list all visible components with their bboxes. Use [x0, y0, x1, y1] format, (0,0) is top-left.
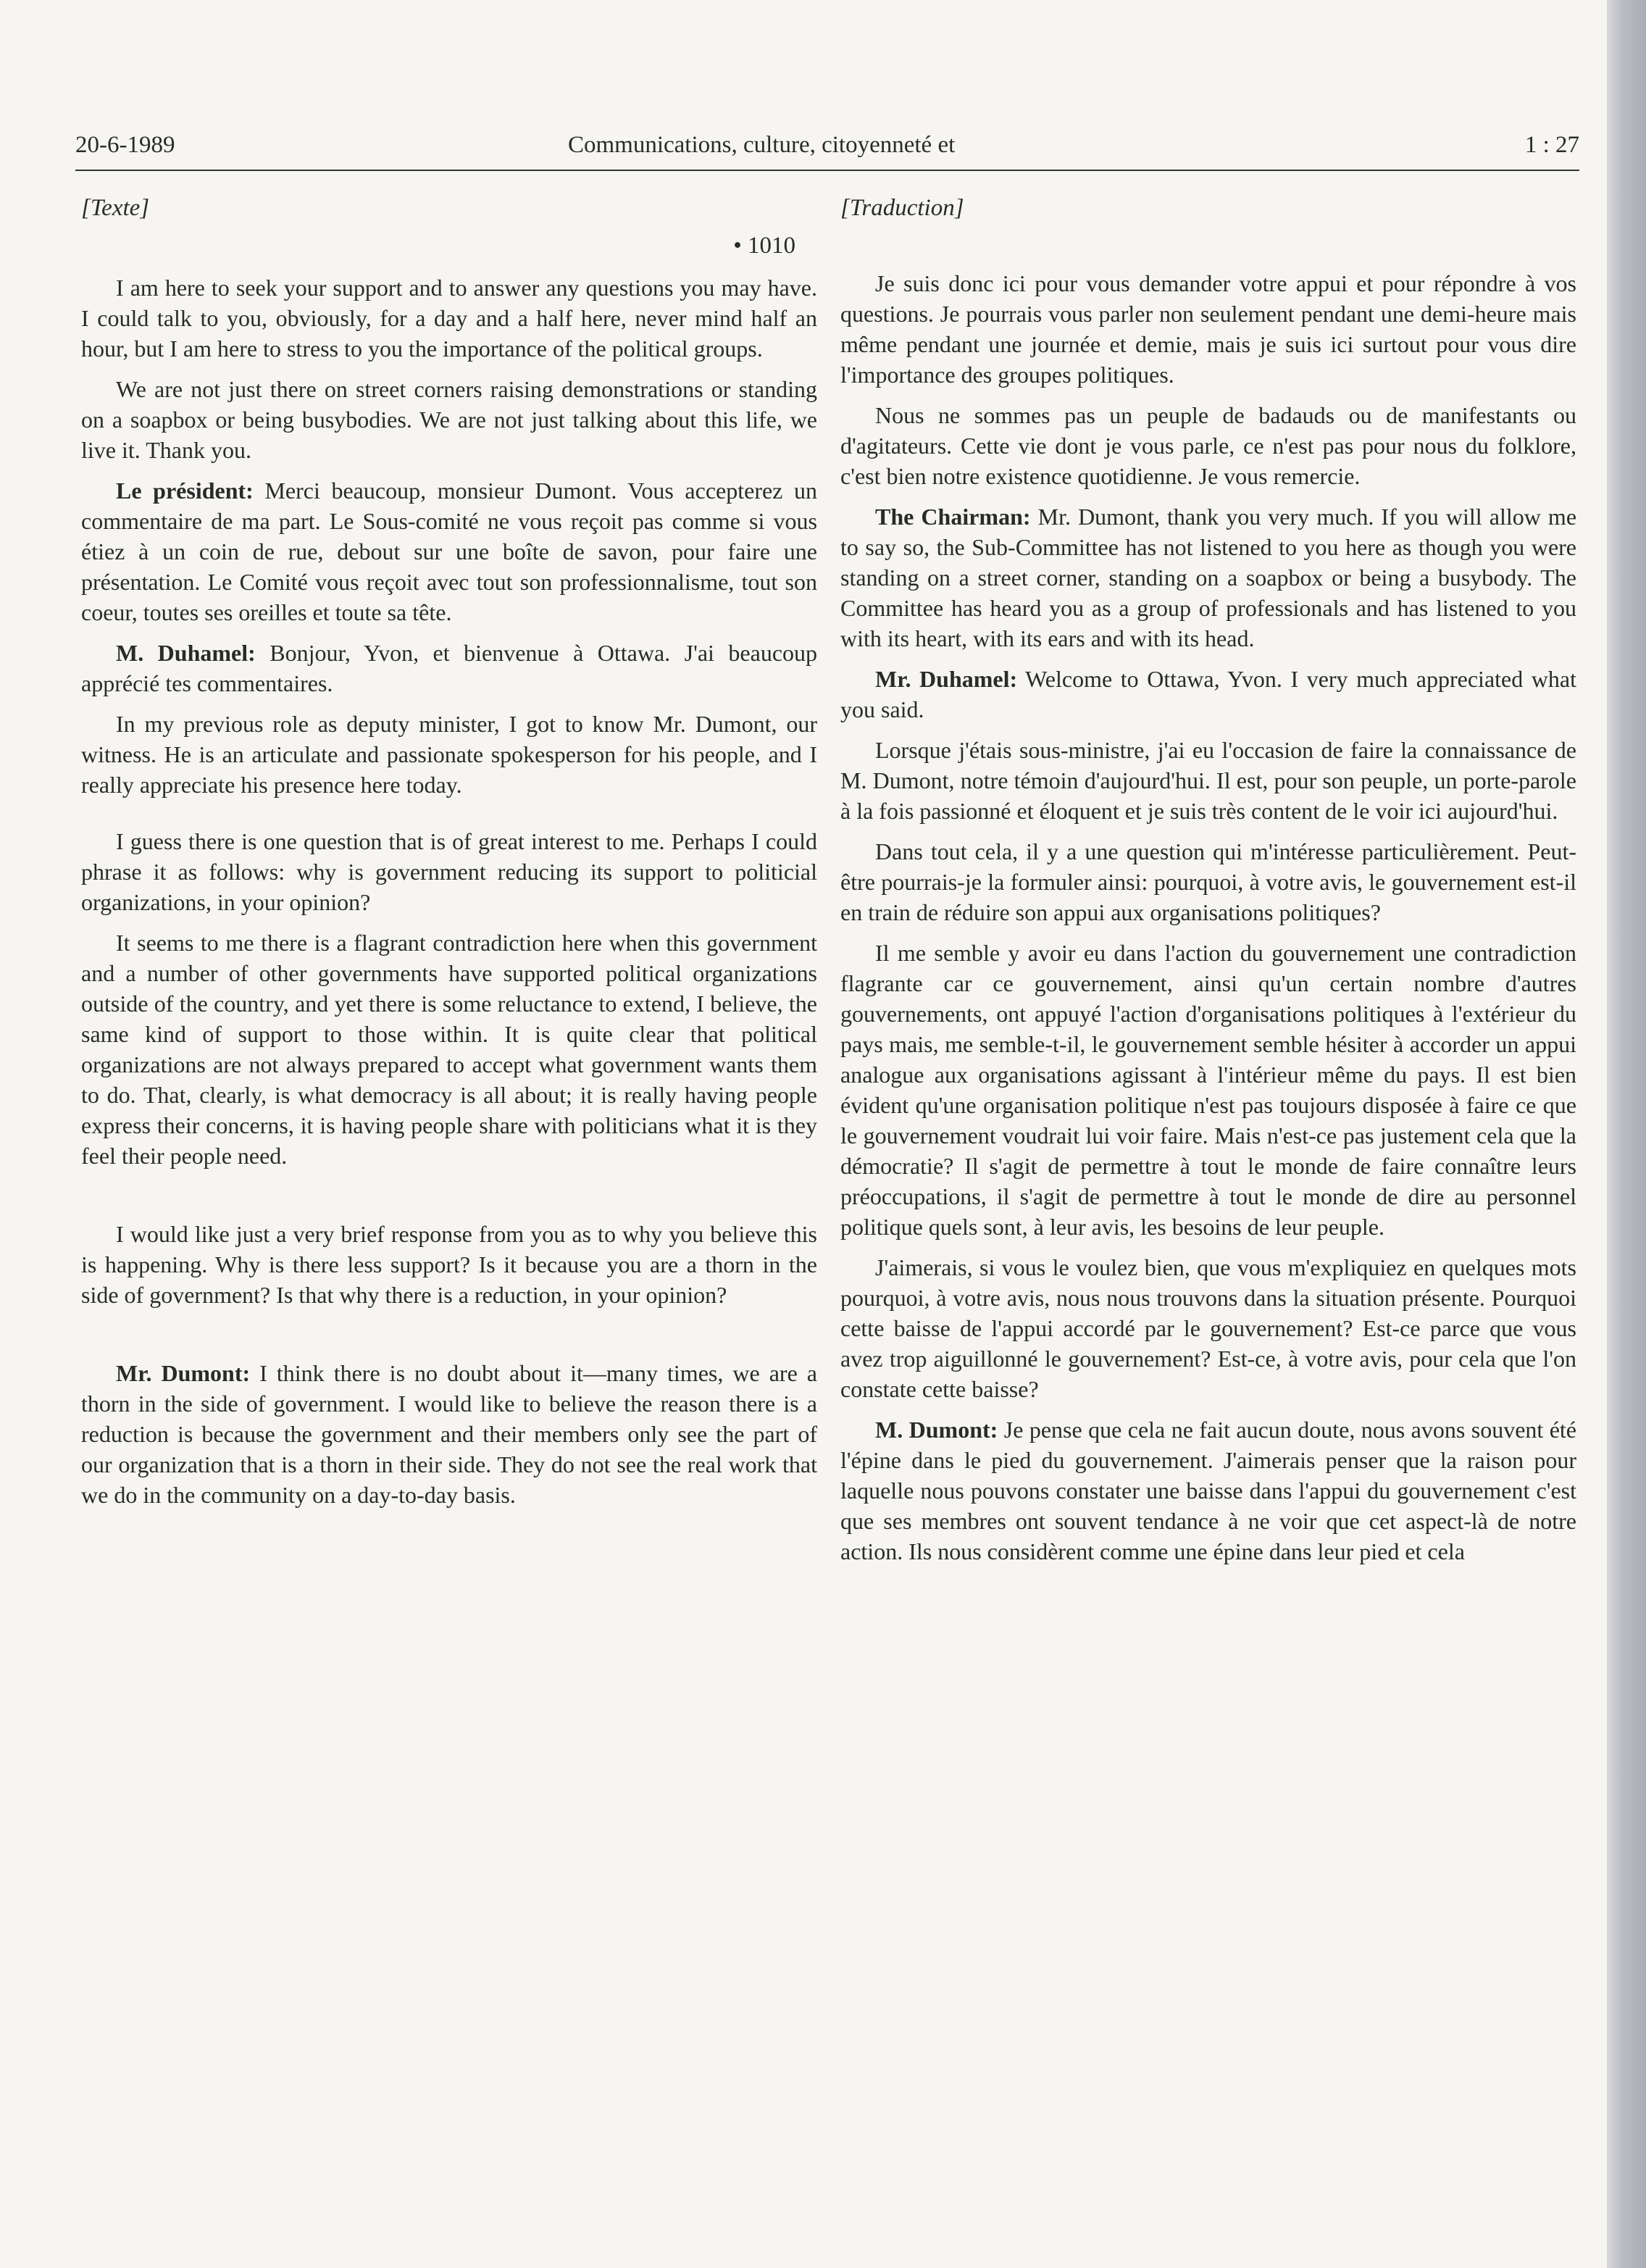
paragraph [840, 664, 1576, 725]
speaker-name: Le président: [116, 478, 254, 504]
paragraph-text: We are not just there on street corners raising demonstrations or standing on a soapbox or being busybodies. We are not just talking about this life, we live it. Thank you. [81, 376, 817, 463]
paragraph-text: Dans tout cela, il y a une question qui m'intéresse particulièrement. Peut-être pourrais-je la formuler ainsi: pourquoi, à votre avis, le gouvernement est-il en train de réduire son appui aux organisations politiques? [840, 838, 1576, 925]
header-date: 20-6-1989 [75, 132, 175, 158]
paragraph [81, 1358, 817, 1510]
header-rule [75, 170, 1579, 171]
paragraph [81, 272, 817, 364]
language-tag-traduction: [Traduction] [840, 195, 964, 221]
paragraph [840, 268, 1576, 390]
language-tag-texte: [Texte] [81, 195, 150, 221]
paragraph-text: Je pense que cela ne fait aucun doute, nous avons souvent été l'épine dans le pied du gouvernement. J'aimerais penser que la raison pour laquelle nous pouvons constater une baisse dans l'appui du gouvernement c'est que ses membres ont souvent tendance à ne voir que cet aspect-là de notre action. Ils nous considèrent comme une épine dans leur pied et cela [840, 1417, 1577, 1564]
paragraph-text: Bonjour, Yvon, et bienvenue à Ottawa. J'ai beaucoup apprécié tes commentaires. [81, 640, 818, 696]
paragraph [81, 927, 817, 1171]
paragraph-text: I think there is no doubt about it—many times, we are a thorn in the side of government. I would like to believe the reason there is a reduction is because the government and their members only see the part of our organization that is a thorn in their side. They do not see the real work that we do in the community on a day-to-day basis. [81, 1360, 818, 1508]
paragraph-text: Mr. Dumont, thank you very much. If you will allow me to say so, the Sub-Committee has not listened to you here as though you were standing on a street corner, standing on a soapbox or being a busybody. The Committee has heard you as a group of professionals and has listened to you with its heart, with its ears and with its head. [840, 504, 1577, 651]
paragraph-text: J'aimerais, si vous le voulez bien, que vous m'expliquiez en quelques mots pourquoi, à votre avis, nous nous trouvons dans la situation présente. Pourquoi cette baisse de l'appui accordé par le gouvernement? Est-ce parce que vous avez trop aiguillonné le gouvernement? Est-ce, à votre avis, pour cela que l'on constate cette baisse? [840, 1254, 1576, 1402]
paragraph-text: Il me semble y avoir eu dans l'action du gouvernement une contradiction flagrante car ce gouvernement, ainsi qu'un certain nombre d'autres gouvernements, ont appuyé l'action d'organisations politiques à l'extérieur du pays mais, me semble-t-il, le gouvernement semble hésiter à accorder un appui analogue aux organisations agissant à l'intérieur même du pays. Il est bien évident qu'une organisation politique n'est pas toujours disposée à faire ce que le gouvernement voudrait lui voir faire. Mais n'est-ce pas justement cela que la démocratie? Il s'agit de permettre à tout le monde de faire connaître leurs préoccupations, il s'agit de permettre à tout le monde de dire au personnel politique quels sont, à leur avis, les besoins de leur peuple. [840, 940, 1576, 1240]
paragraph-text: Nous ne sommes pas un peuple de badauds ou de manifestants ou d'agitateurs. Cette vie dont je vous parle, ce n'est pas pour nous du folklore, c'est bien notre existence quotidienne. Je vous remercie. [840, 402, 1576, 489]
speaker-name: The Chairman: [875, 504, 1031, 530]
paragraph [81, 826, 817, 917]
paragraph [81, 709, 817, 800]
paragraph-text: Merci beaucoup, monsieur Dumont. Vous accepterez un commentaire de ma part. Le Sous-comité ne vous reçoit pas comme si vous étiez à un coin de rue, debout sur une boîte de savon, pour faire une présentation. Le Comité vous reçoit avec tout son professionnalisme, tout son coeur, toutes ses oreilles et toute sa tête. [81, 478, 818, 625]
page-edge-shadow [1607, 0, 1646, 2268]
paragraph [840, 400, 1576, 491]
paragraph-text: Lorsque j'étais sous-ministre, j'ai eu l'occasion de faire la connaissance de M. Dumont, notre témoin d'aujourd'hui. Il est, pour son peuple, un porte-parole à la fois passionné et éloquent et je suis très content de le voir ici aujourd'hui. [840, 737, 1576, 824]
header-page-number: 1 : 27 [1524, 132, 1579, 158]
right-column-french [840, 193, 1576, 1577]
paragraph-text: Welcome to Ottawa, Yvon. I very much appreciated what you said. [840, 666, 1577, 722]
paragraph [840, 501, 1576, 654]
paragraph [840, 1252, 1576, 1404]
paragraph [81, 638, 817, 699]
paragraph-text: I guess there is one question that is of great interest to me. Perhaps I could phrase it as follows: why is government reducing its support to politicial organizations, in your opinion? [81, 828, 817, 915]
paragraph-text: Je suis donc ici pour vous demander votre appui et pour répondre à vos questions. Je pourrais vous parler non seulement pendant une demi-heure mais même pendant une journée et demie, mais je suis ici surtout pour vous dire l'importance des groupes politiques. [840, 270, 1576, 388]
speaker-name: Mr. Duhamel: [875, 666, 1018, 692]
paragraph-text: I am here to seek your support and to answer any questions you may have. I could talk to you, obviously, for a day and a half here, never mind half an hour, but I am here to stress to you the importance of the political groups. [81, 275, 817, 362]
paragraph [81, 1219, 817, 1310]
page-header [75, 132, 1579, 164]
time-marker: • 1010 [733, 233, 795, 259]
paragraph [840, 836, 1576, 927]
paragraph-text: In my previous role as deputy minister, I got to know Mr. Dumont, our witness. He is an articulate and passionate spokesperson for his people, and I really appreciate his presence here today. [81, 711, 817, 798]
header-title: Communications, culture, citoyenneté et [568, 132, 956, 158]
paragraph-text: It seems to me there is a flagrant contradiction here when this government and a number of other governments have supported political organizations outside of the country, and yet there is some reluctance to extend, I believe, the same kind of support to those within. It is quite clear that political organizations are not always prepared to accept what government wants them to do. That, clearly, is what democracy is all about; it is really having people express their concerns, it is having people share with politicians what it is they feel their people need. [81, 930, 817, 1169]
speaker-name: Mr. Dumont: [116, 1360, 251, 1386]
speaker-name: M. Dumont: [875, 1417, 998, 1443]
paragraph-text: I would like just a very brief response from you as to why you believe this is happening. Why is there less support? Is it because you are a thorn in the side of government? Is that why there is a reduction, in your opinion? [81, 1221, 817, 1308]
paragraph [840, 938, 1576, 1242]
paragraph [81, 475, 817, 628]
paragraph [81, 374, 817, 465]
paragraph [840, 1414, 1576, 1567]
paragraph [840, 735, 1576, 826]
left-column-english [81, 193, 817, 1520]
speaker-name: M. Duhamel: [116, 640, 256, 666]
